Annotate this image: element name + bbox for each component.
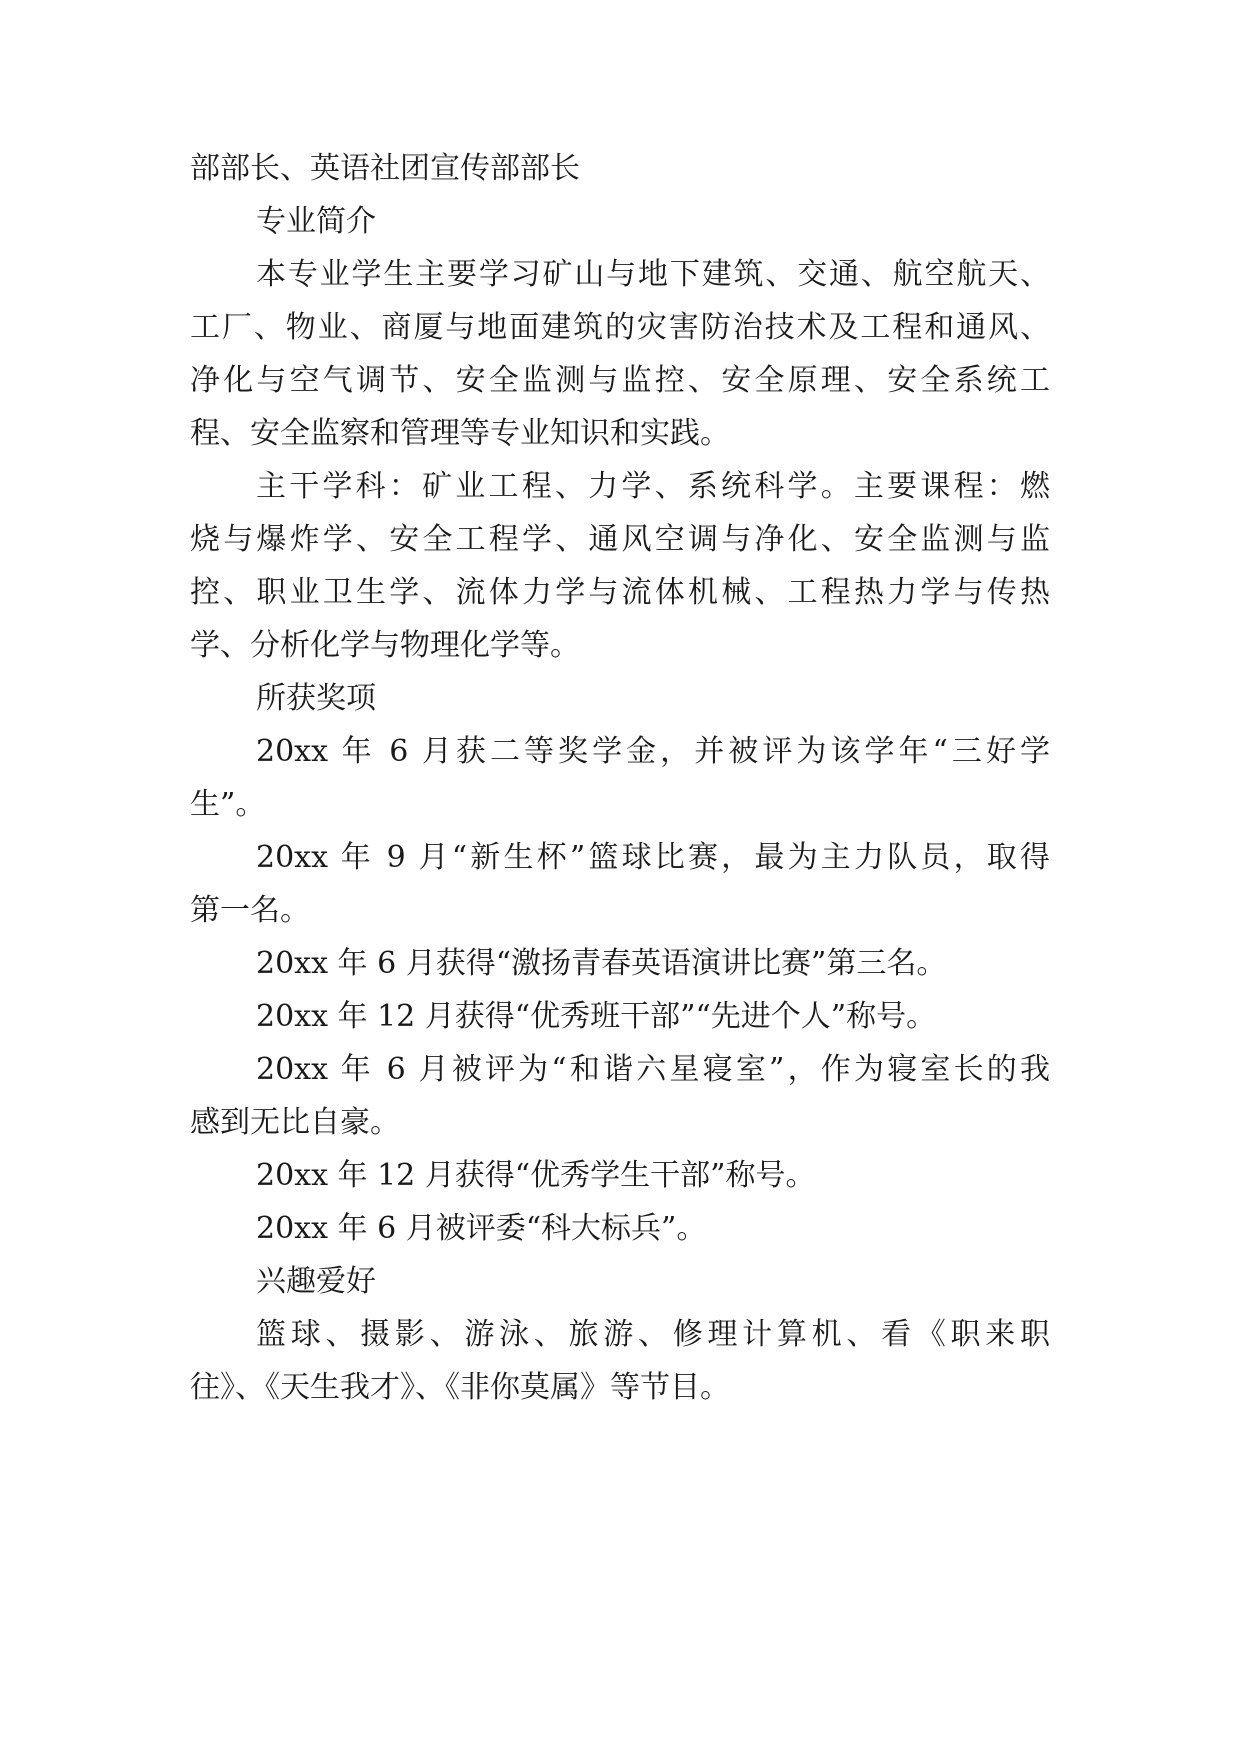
section-heading: 所获奖项 (256, 681, 376, 716)
text-line: 20xx 年 12 月获得“优秀学生干部”称号。 (256, 1158, 816, 1193)
text-line: 烧与爆炸学、安全工程学、通风空调与净化、安全监测与监 (190, 522, 1050, 557)
text-line: 学、分析化学与物理化学等。 (190, 628, 580, 663)
text-line: 本专业学生主要学习矿山与地下建筑、交通、航空航天、 (256, 257, 1050, 292)
text-line: 程、安全监察和管理等专业知识和实践。 (190, 416, 730, 451)
text-line: 工厂、物业、商厦与地面建筑的灾害防治技术及工程和通风、 (190, 310, 1050, 345)
text-line: 篮球、摄影、游泳、旅游、修理计算机、看《职来职 (256, 1317, 1050, 1352)
text-line: 部部长、英语社团宣传部部长 (190, 151, 580, 186)
text-line: 感到无比自豪。 (190, 1105, 400, 1140)
text-line: 20xx 年 6 月获得“激扬青春英语演讲比赛”第三名。 (256, 946, 947, 981)
text-line: 20xx 年 12 月获得“优秀班干部”“先进个人”称号。 (256, 999, 937, 1034)
text-line: 往》、《天生我才》、《非你莫属》等节目。 (190, 1370, 730, 1405)
text-line: 控、职业卫生学、流体力学与流体机械、工程热力学与传热 (190, 575, 1050, 610)
text-line: 生”。 (190, 787, 266, 822)
text-line: 第一名。 (190, 893, 310, 928)
text-line: 20xx 年 9 月“新生杯”篮球比赛，最为主力队员，取得 (256, 840, 1050, 875)
text-line: 净化与空气调节、安全监测与监控、安全原理、安全系统工 (190, 363, 1050, 398)
text-line: 20xx 年 6 月被评为“和谐六星寝室”，作为寝室长的我 (256, 1052, 1050, 1087)
text-line: 主干学科：矿业工程、力学、系统科学。主要课程：燃 (256, 469, 1050, 504)
section-heading: 兴趣爱好 (256, 1264, 376, 1299)
text-line: 20xx 年 6 月被评委“科大标兵”。 (256, 1211, 707, 1246)
section-heading: 专业简介 (256, 204, 376, 239)
text-line: 20xx 年 6 月获二等奖学金，并被评为该学年“三好学 (256, 734, 1050, 769)
